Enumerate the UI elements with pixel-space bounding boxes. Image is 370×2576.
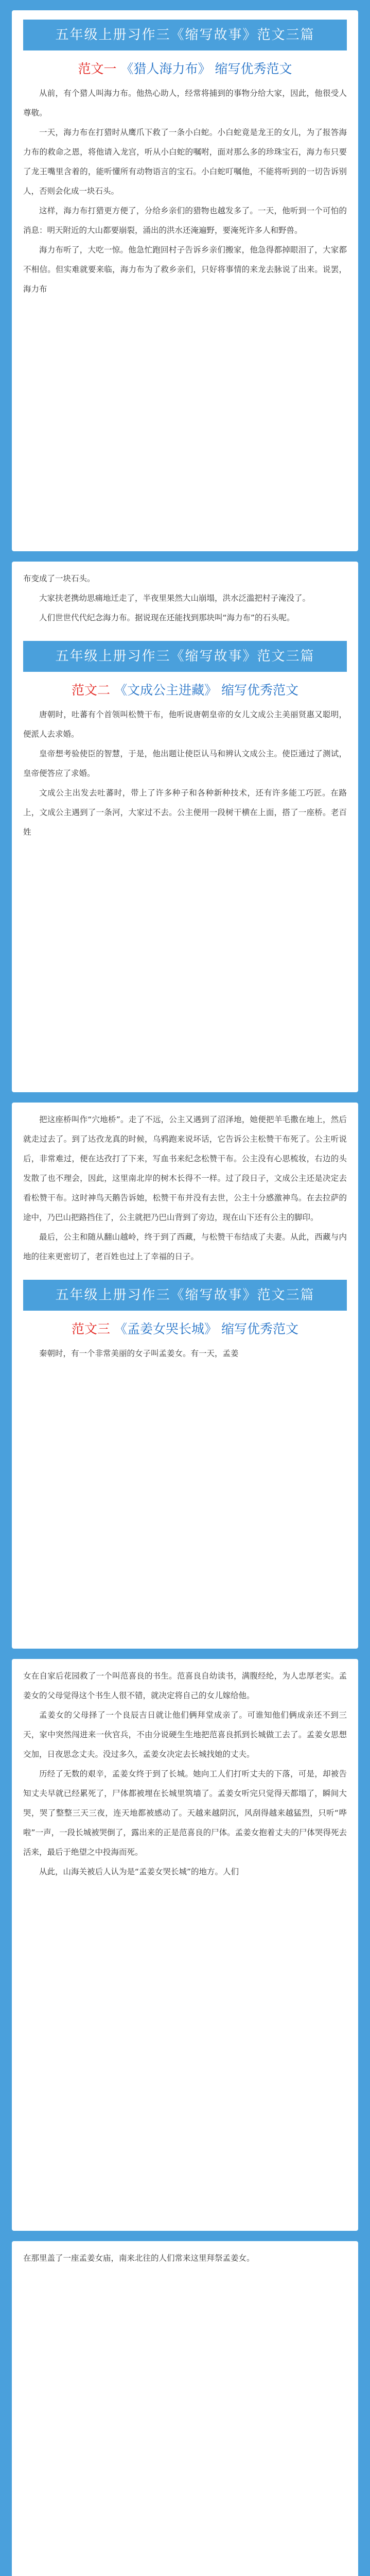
section-subtitle [23, 680, 347, 701]
paragraph: 把这座桥叫作“穴地桥”。走了不远，公主又遇到了沼泽地，她便把羊毛撒在地上，然后就走过去了。到了达孜龙真的时候，乌鸦跑来说坏话，它告诉公主松赞干布死了。公主听说后，非常难过，便在达孜打了下来，写血书来纪念松赞干布。公主没有心思梳妆，右边的头发散了也不理会，因此，这里南北岸的树木长得不一样。过了段日子，文成公主还是决定去看松赞干布。这时神鸟天鹅告诉她，松赞干布并没有去世，公主十分感激神鸟。在去拉萨的途中，乃巴山把路挡住了，公主就把乃巴山背到了旁边，现在山下还有公主的脚印。 [23, 1115, 347, 1222]
section-subtitle [23, 59, 347, 79]
section-subtitle [23, 1319, 347, 1340]
paragraph: 海力布听了，大吃一惊。他急忙跑回村子告诉乡亲们搬家，他急得都掉眼泪了，大家都不相信。但实难就要来临，海力布为了救乡亲们，只好将事情的来龙去脉说了出来。说罢，海力布 [23, 245, 347, 294]
article-card-4 [12, 1659, 358, 2231]
subtitle-quote: 《猎人海力布》 [120, 61, 211, 76]
paragraph: 最后，公主和随从翻山越岭，终于到了西藏，与松赞干布结成了夫妻。从此，西藏与内地的往来更密切了，老百姓也过上了幸福的日子。 [23, 1232, 347, 1261]
paragraph: 从前，有个猎人叫海力布。他热心助人，经常将捕到的事物分给大家，因此，他很受人尊敬。 [23, 89, 347, 117]
subtitle-suffix: 缩写优秀范文 [221, 683, 298, 698]
paragraph: 在那里盖了一座孟姜女庙，南来北往的人们常来这里拜祭孟姜女。 [23, 2253, 255, 2263]
paragraph: 女在自家后花园救了一个叫范喜良的书生。范喜良自幼读书，满腹经纶，为人忠厚老实。孟姜女的父母觉得这个书生人很不错，就决定将自己的女儿嫁给他。 [23, 1671, 347, 1700]
section-banner: 五年级上册习作三《缩写故事》范文三篇 [23, 641, 347, 672]
article-card-5 [12, 2241, 358, 2576]
article-card-2 [12, 562, 358, 1092]
subtitle-prefix: 范文三 [72, 1321, 111, 1336]
paragraph: 一天，海力布在打猎时从鹰爪下救了一条小白蛇。小白蛇竟是龙王的女儿，为了报答海力布的救命之恩，将他请入龙宫，听从小白蛇的嘱咐，面对那么多的珍珠宝石，海力布只要了龙王嘴里含着的，能听懂所有动物语言的宝石。小白蛇叮嘱他，不能将听到的一切告诉别人，否则会化成一块石头。 [23, 128, 347, 196]
paragraph: 这样，海力布打猎更方便了，分给乡亲们的猎物也越发多了。一天，他听到一个可怕的消息：明天附近的大山都要崩裂，涌出的洪水还淹遍野，要淹死许多人和野兽。 [23, 206, 347, 235]
subtitle-suffix: 缩写优秀范文 [221, 1321, 298, 1336]
paragraph: 人们世世代代纪念海力布。据说现在还能找到那块叫“海力布”的石头呢。 [39, 613, 295, 622]
subtitle-suffix: 缩写优秀范文 [215, 61, 292, 76]
subtitle-prefix: 范文一 [78, 61, 117, 76]
subtitle-prefix: 范文二 [72, 683, 111, 698]
paragraph: 秦朝时，有一个非常美丽的女子叫孟姜女。有一天，孟姜 [39, 1349, 239, 1358]
subtitle-quote: 《孟姜女哭长城》 [114, 1321, 217, 1336]
section-banner: 五年级上册习作三《缩写故事》范文三篇 [23, 1280, 347, 1311]
paragraph: 孟姜女的父母择了一个良辰吉日就让他们俩拜堂成亲了。可谁知他们俩成亲还不到三天，家中突然闯进来一伙官兵，不由分说硬生生地把范喜良抓到长城做工去了。孟姜女思想交加，日夜思念丈夫。没过多久，孟姜女决定去长城找她的丈夫。 [23, 1710, 347, 1759]
article-card-3 [12, 1103, 358, 1649]
paragraph: 从此，山海关被后人认为是“孟姜女哭长城”的地方。人们 [39, 1867, 239, 1876]
subtitle-quote: 《文成公主进藏》 [114, 683, 217, 698]
paragraph: 唐朝时，吐蕃有个首领叫松赞干布，他听说唐朝皇帝的女儿文成公主美丽贤惠又聪明，便派人去求婚。 [23, 710, 347, 739]
paragraph: 大家扶老携幼思痛地迁走了，半夜里果然大山崩塌，洪水泛滥把村子淹没了。 [39, 594, 311, 603]
paragraph: 文成公主出发去吐蕃时，带上了许多种子和各种新种技术，还有许多能工巧匠。在路上，文成公主遇到了一条河，大家过不去。公主便用一段树干横在上面，搭了一座桥。老百姓 [23, 788, 347, 837]
paragraph: 皇帝想考验使臣的智慧，于是，他出题让使臣认马和辨认文成公主。使臣通过了测试，皇帝便答应了求婚。 [23, 749, 347, 778]
section-banner: 五年级上册习作三《缩写故事》范文三篇 [23, 20, 347, 50]
article-card-1 [12, 10, 358, 551]
paragraph: 历经了无数的艰辛，孟姜女终于到了长城。她向工人们打听丈夫的下落，可是，却被告知丈夫早就已经累死了，尸体都被埋在长城里筑墙了。孟姜女听完只觉得天都塌了，瞬间大哭，哭了整整三天三夜，连天地都被感动了。天越来越阴沉，风刮得越来越猛烈，只听“哗啦”一声，一段长城被哭倒了，露出来的正是范喜良的尸体。孟姜女抱着丈夫的尸体哭得死去活来，最后于绝望之中投海而死。 [23, 1769, 347, 1857]
paragraph: 布变成了一块石头。 [23, 574, 95, 583]
